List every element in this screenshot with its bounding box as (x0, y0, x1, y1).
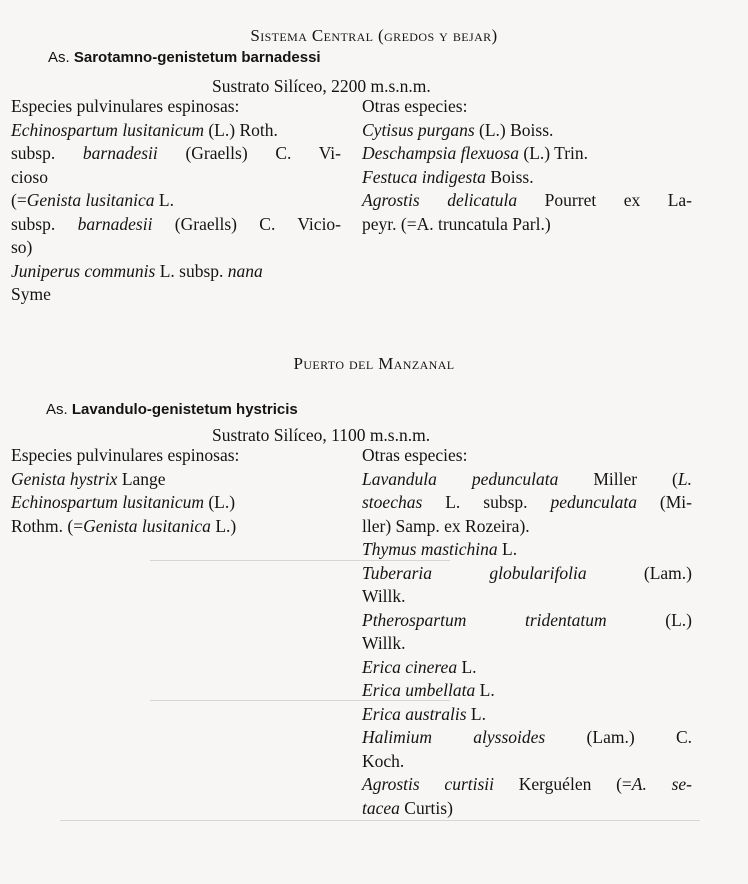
species-line: Echinospartum lusitanicum (L.) Roth. (11, 119, 278, 140)
species-line: Thymus mastichina L. (362, 539, 518, 559)
species-line: Agrostis curtisii Kerguélen (=A. se- (362, 774, 692, 794)
species-line: Lavandula pedunculata Miller (L. (362, 468, 692, 489)
column-header: Otras especies: (362, 445, 468, 465)
species-line: (=Genista lusitanica L. (11, 190, 174, 210)
species-line: Willk. (362, 633, 406, 653)
species-line: Tuberaria globularifolia (Lam.) (362, 562, 692, 583)
column-header: Otras especies: (362, 96, 468, 116)
species-line: Rothm. (=Genista lusitanica L.) (11, 515, 237, 536)
substrate-line: Sustrato Silíceo, 1100 m.s.n.m. (212, 425, 431, 445)
species-line: Cytisus purgans (L.) Boiss. (362, 119, 554, 140)
association-name: Sarotamno-genistetum barnadessi (73, 49, 321, 66)
species-line: ller) Samp. ex Rozeira). (362, 515, 530, 536)
spiny-species-column (11, 444, 341, 538)
section-heading-sistema-central: Sistema Central (gredos y bejar) (250, 26, 498, 45)
association-name: Lavandulo-genistetum hystricis (71, 401, 298, 418)
species-line: stoechas L. subsp. pedunculata (Mi- (362, 492, 692, 512)
species-line: Erica cinerea L. (362, 656, 477, 677)
association-prefix: As. (46, 401, 68, 418)
species-line: subsp. barnadesii (Graells) C. Vicio- (11, 213, 342, 234)
species-line: Echinospartum lusitanicum (L.) (11, 492, 236, 512)
species-line: tacea Curtis) (362, 797, 453, 818)
species-line: peyr. (=A. truncatula Parl.) (362, 213, 551, 234)
species-line: subsp. barnadesii (Graells) C. Vi- (11, 143, 341, 163)
association-title (48, 49, 321, 66)
species-line: Genista hystrix Lange (11, 468, 166, 489)
substrate-line: Sustrato Silíceo, 2200 m.s.n.m. (212, 76, 431, 96)
other-species-column (362, 95, 692, 236)
species-line: cioso (11, 166, 48, 187)
species-line: Ptherospartum tridentatum (L.) (362, 609, 692, 630)
association-prefix: As. (48, 49, 70, 66)
species-line: Halimium alyssoides (Lam.) C. (362, 727, 692, 747)
bleed-through-rule (60, 820, 700, 821)
other-species-column (362, 444, 692, 820)
species-line: Juniperus communis L. subsp. nana (11, 260, 263, 281)
species-line: Deschampsia flexuosa (L.) Trin. (362, 143, 589, 163)
species-line: Erica umbellata L. (362, 680, 495, 700)
species-line: Syme (11, 284, 51, 304)
species-line: Festuca indigesta Boiss. (362, 166, 534, 187)
species-line: so) (11, 237, 33, 257)
column-header: Especies pulvinulares espinosas: (11, 445, 240, 465)
section-heading-puerto-del-manzanal: Puerto del Manzanal (293, 354, 455, 373)
column-header: Especies pulvinulares espinosas: (11, 96, 240, 116)
species-line: Agrostis delicatula Pourret ex La- (362, 190, 692, 210)
species-line: Erica australis L. (362, 703, 486, 724)
spiny-species-column (11, 95, 341, 307)
species-line: Willk. (362, 586, 406, 606)
species-line: Koch. (362, 750, 405, 771)
association-title (46, 401, 298, 418)
